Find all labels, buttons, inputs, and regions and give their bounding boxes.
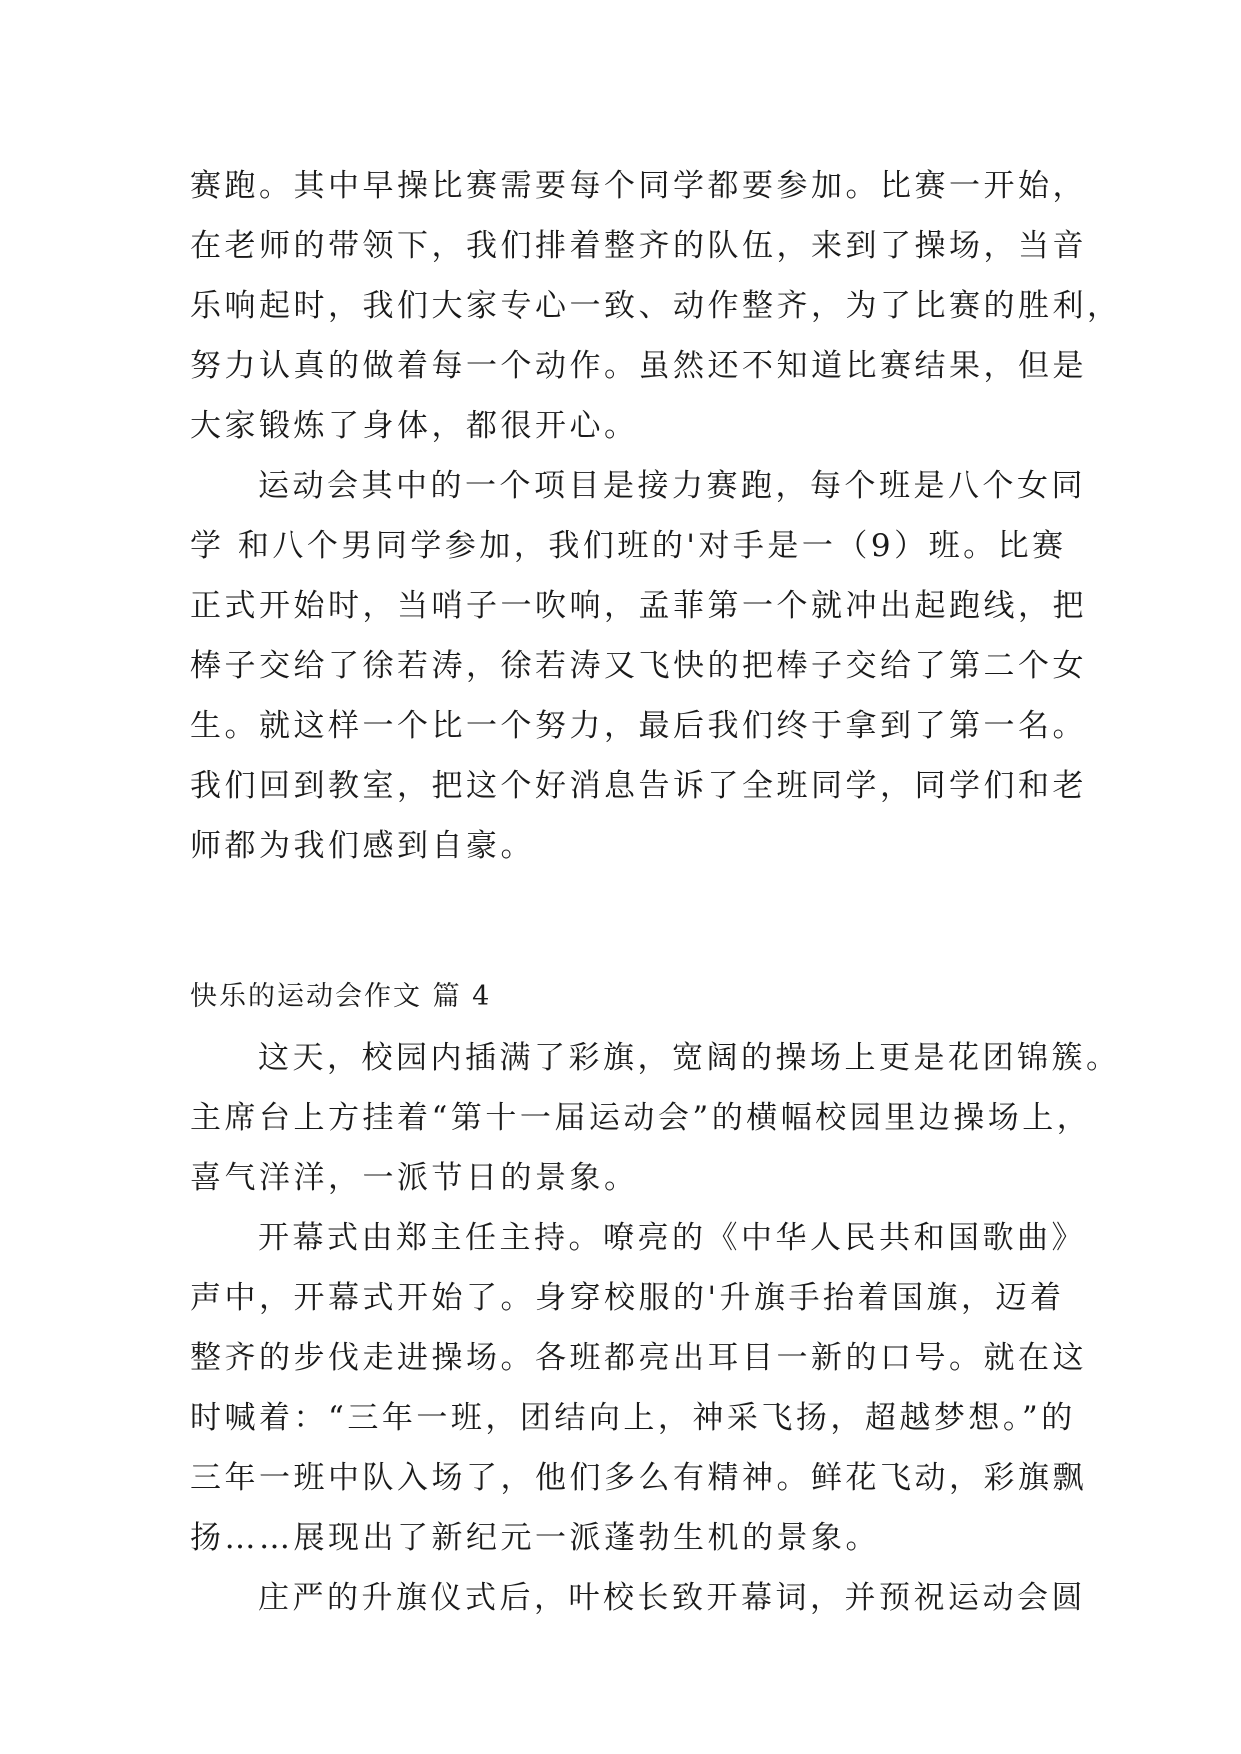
paragraph-line: 生。就这样一个比一个努力，最后我们终于拿到了第一名。 (190, 708, 1087, 744)
paragraph-line: 大家锻炼了身体，都很开心。 (190, 408, 639, 444)
paragraph-line: 我们回到教室，把这个好消息告诉了全班同学，同学们和老 (190, 768, 1087, 804)
paragraph-line: 主席台上方挂着“第十一届运动会”的横幅校园里边操场上， (190, 1100, 1092, 1136)
section-gap (190, 876, 1070, 966)
paragraph-line: 努力认真的做着每一个动作。虽然还不知道比赛结果，但是 (190, 348, 1087, 384)
paragraph-line: 时喊着：“三年一班，团结向上，神采飞扬，超越梦想。”的 (190, 1400, 1076, 1436)
paragraph-line: 开幕式由郑主任主持。嘹亮的《中华人民共和国歌曲》 (258, 1220, 1086, 1256)
paragraph-line: 声中，开幕式开始了。身穿校服的'升旗手抬着国旗，迈着 (190, 1280, 1065, 1316)
paragraph-line: 棒子交给了徐若涛，徐若涛又飞快的把棒子交给了第二个女 (190, 648, 1087, 684)
paragraph-line: 乐响起时，我们大家专心一致、动作整齐，为了比赛的胜利， (190, 288, 1122, 324)
paragraph-line: 正式开始时，当哨子一吹响，孟菲第一个就冲出起跑线，把 (190, 588, 1087, 624)
document-body (190, 156, 1122, 1628)
paragraph-line: 在老师的带领下，我们排着整齐的队伍，来到了操场，当音 (190, 228, 1087, 264)
paragraph-line: 赛跑。其中早操比赛需要每个同学都要参加。比赛一开始， (190, 168, 1087, 204)
paragraph-line: 这天，校园内插满了彩旗，宽阔的操场上更是花团锦簇。 (258, 1040, 1121, 1076)
paragraph-line: 学 和八个男同学参加，我们班的'对手是一（9）班。比赛 (190, 528, 1067, 564)
section-heading: 快乐的运动会作文 篇 4 (190, 981, 492, 1012)
paragraph-line: 扬……展现出了新纪元一派蓬勃生机的景象。 (190, 1520, 880, 1556)
paragraph-line: 师都为我们感到自豪。 (190, 828, 535, 864)
paragraph-line: 运动会其中的一个项目是接力赛跑，每个班是八个女同 (258, 468, 1086, 504)
paragraph-line: 三年一班中队入场了，他们多么有精神。鲜花飞动，彩旗飘 (190, 1460, 1087, 1496)
paragraph-line: 整齐的步伐走进操场。各班都亮出耳目一新的口号。就在这 (190, 1340, 1087, 1376)
paragraph-line: 庄严的升旗仪式后，叶校长致开幕词，并预祝运动会圆 (258, 1580, 1086, 1616)
paragraph-line: 喜气洋洋，一派节日的景象。 (190, 1160, 639, 1196)
